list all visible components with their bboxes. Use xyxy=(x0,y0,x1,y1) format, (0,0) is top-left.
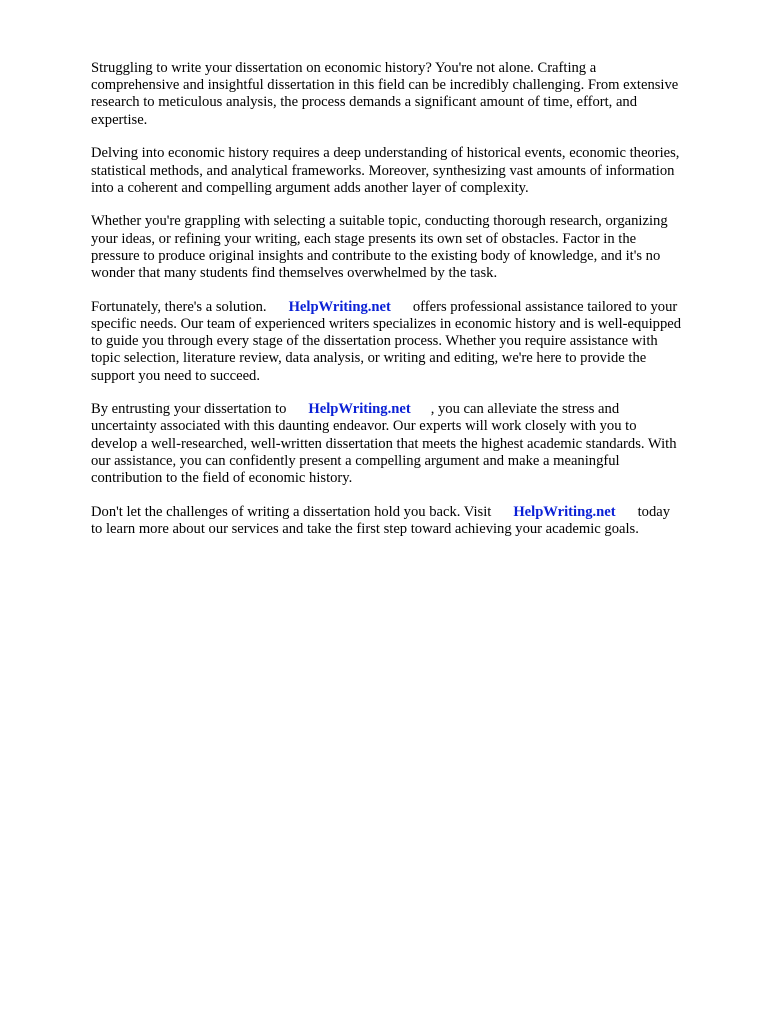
text-line: Struggling to write your dissertation on economic history? You're not alone. Crafting a xyxy=(91,60,597,76)
paragraph-delving xyxy=(91,145,731,197)
document-body xyxy=(91,60,731,555)
helpwriting-link[interactable]: HelpWriting.net xyxy=(288,298,391,315)
paragraph-call-to-action xyxy=(91,504,731,538)
text-line: support you need to succeed. xyxy=(91,367,260,384)
text-segment: Don't let the challenges of writing a dissertation hold you back. Visit xyxy=(91,503,492,520)
helpwriting-link[interactable]: HelpWriting.net xyxy=(513,503,616,520)
text-line: pressure to produce original insights and contribute to the existing body of knowledge, and it's no xyxy=(91,247,661,264)
text-line: to learn more about our services and take the first step toward achieving your academic goals. xyxy=(91,520,639,537)
text-segment: offers professional assistance tailored to your xyxy=(412,298,678,315)
text-line: comprehensive and insightful dissertation in this field can be incredibly challenging. From extensive xyxy=(91,77,679,94)
text-line: your ideas, or refining your writing, each stage presents its own set of obstacles. Factor in the xyxy=(91,230,637,247)
text-line: wonder that many students find themselves overwhelmed by the task. xyxy=(91,265,498,282)
text-line xyxy=(91,504,731,521)
text-line: contribution to the field of economic history. xyxy=(91,470,353,487)
text-line: into a coherent and compelling argument adds another layer of complexity. xyxy=(91,179,529,196)
text-line: specific needs. Our team of experienced writers specializes in economic history and is well-equipped xyxy=(91,315,682,332)
text-line: topic selection, literature review, data analysis, or writing and editing, we're here to provide the xyxy=(91,350,647,367)
text-segment: By entrusting your dissertation to xyxy=(91,401,287,418)
text-line: statistical methods, and analytical frameworks. Moreover, synthesizing vast amounts of information xyxy=(91,162,675,179)
text-line: Whether you're grappling with selecting a suitable topic, conducting thorough research, organizing xyxy=(91,213,668,230)
helpwriting-link[interactable]: HelpWriting.net xyxy=(308,401,411,418)
paragraph-entrusting xyxy=(91,401,731,487)
text-line: expertise. xyxy=(91,111,148,128)
paragraph-solution xyxy=(91,299,731,385)
paragraph-challenges xyxy=(91,213,731,282)
text-line xyxy=(91,299,731,316)
text-line: research to meticulous analysis, the process demands a significant amount of time, effort, and xyxy=(91,94,638,111)
text-line: Delving into economic history requires a deep understanding of historical events, economic theories, xyxy=(91,145,680,162)
text-segment: , you can alleviate the stress and xyxy=(430,401,620,418)
text-segment: today xyxy=(637,503,671,520)
text-segment: Fortunately, there's a solution. xyxy=(91,298,267,315)
text-line: our assistance, you can confidently present a compelling argument and make a meaningful xyxy=(91,452,620,469)
text-line: to guide you through every stage of the dissertation process. Whether you require assistance with xyxy=(91,333,658,350)
text-line: uncertainty associated with this daunting endeavor. Our experts will work closely with you to xyxy=(91,418,637,435)
text-line: develop a well-researched, well-written dissertation that meets the highest academic standards. With xyxy=(91,435,677,452)
text-line xyxy=(91,401,731,418)
paragraph-intro xyxy=(91,60,731,129)
